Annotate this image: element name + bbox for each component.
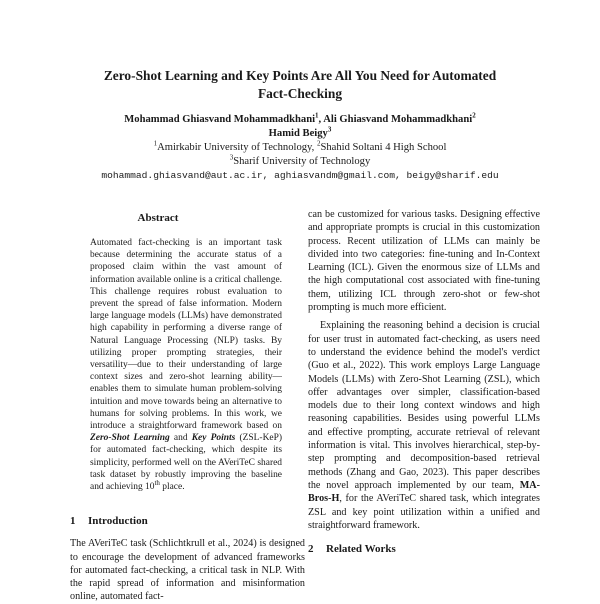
author-3-sup: 3: [327, 125, 332, 134]
abstract-text-a: Automated fact-checking is an important task because determining the accurate status of a proposed claim within the vast amount of information available online is a critical challenge. This challenge requires robust evaluation to prevent the spread of false information. Modern large language models (LLMs) have demonstrated high capability in performing a diverse range of Natural Language Processing (NLP) tasks. By utilizing proper prompting strategies, their versatility—due to their understanding of large context sizes and zero-shot learning ability—enables them to simulate human problem-solving intuition and move towards being an alternative to humans for solving problems. In this work, we introduce a straightforward framework based on: [90, 238, 282, 432]
paper-title-line-2: Fact-Checking: [257, 85, 343, 101]
author-names-line-2: [60, 127, 540, 141]
affiliations-line-1: [60, 141, 540, 155]
intro-number: 1: [70, 515, 76, 527]
right-p2-text-a: Explaining the reasoning behind a decision is crucial for user trust in automated fact-checking, as users need to understand the evidence behind the model's verdict (Guo et al., 2022). This work employs Large Language Models (LLMs) with Zero-Shot Learning (ZSL), which offer advantages over simpler, classification-based models due to their long context windows and high reasoning capabilities. Besides using powerful LLMs and effective prompting, accurate retrieval of relevant information is vital. This involves hierarchical, step-by-step prompting and decomposition-based retrieval methods (Zhang and Gao, 2023). This paper describes the novel approach implemented by our team,: [308, 320, 540, 491]
right-p2-text-b: , for the AVeriTeC shared task, which integrates ZSL and key point utilization within a unified and straightforward framework.: [308, 493, 540, 531]
affiliation-1: Amirkabir University of Technology,: [157, 142, 317, 153]
abstract-text-c: place.: [159, 482, 185, 493]
author-block: [60, 113, 540, 183]
paper-title-line-1: Zero-Shot Learning and Key Points Are All You Need for Automated: [103, 68, 497, 83]
abstract-zero-shot: Zero-Shot Learning: [90, 433, 170, 444]
author-1-sup: 1: [315, 111, 319, 120]
author-2: Ali Ghiasvand Mohammadkhani: [323, 114, 473, 125]
abstract-text-b: (ZSL-KeP) for automated fact-checking, which despite its simplicity, performed well on the AVeriTeC shared task dataset by robustly improving the baseline and achieving 10: [90, 433, 282, 493]
author-3: Hamid Beigy: [268, 128, 328, 139]
intro-section: [70, 515, 305, 604]
affiliations-line-2: [60, 155, 540, 169]
paper-title: [60, 67, 540, 102]
affiliation-1-sup: 1: [153, 139, 158, 148]
author-2-sup: 2: [472, 111, 476, 120]
abstract-place-sup: th: [154, 478, 160, 487]
related-works-heading: [308, 543, 540, 556]
affiliation-3-sup: 3: [229, 153, 234, 162]
author-emails: mohammad.ghiasvand@aut.ac.ir, aghiasvandm@gmail.com, beigy@sharif.edu: [101, 170, 499, 181]
right-paragraph-2: [308, 319, 540, 532]
intro-heading: [70, 515, 305, 528]
affiliation-3: Sharif University of Technology: [233, 156, 371, 167]
author-separator: ,: [318, 114, 324, 125]
intro-paragraph: The AVeriTeC task (Schlichtkrull et al., 2024) is designed to encourage the development of advanced frameworks for automated fact-checking, a critical task in NLP. With the rapid spread of information and misinformation online, automated fact-: [70, 538, 305, 603]
abstract-key-points: Key Points: [191, 433, 236, 444]
author-names-line-1: [60, 113, 540, 127]
intro-title: Introduction: [88, 515, 148, 527]
abstract-heading: Abstract: [137, 212, 179, 224]
affiliation-2: Shahid Soltani 4 High School: [320, 142, 447, 153]
team-name: MA-Bros-H: [308, 479, 540, 505]
abstract-body: [90, 237, 282, 493]
right-paragraph-1: can be customized for various tasks. Designing effective and appropriate prompts is crucial in this customization process. Recent utilization of LLMs can mainly be divided into two categories: fine-tuning and In-Context Learning (ICL). Given the enormous size of LLMs and the high computational cost associated with fine-tuning them, utilizing ICL through zero-shot or few-shot prompting is much more efficient.: [308, 209, 540, 314]
related-works-number: 2: [308, 543, 314, 556]
right-column: [308, 208, 540, 556]
related-works-title: Related Works: [326, 543, 396, 556]
author-1: Mohammad Ghiasvand Mohammadkhani: [124, 114, 316, 125]
affiliation-2-sup: 2: [316, 139, 321, 148]
abstract-and: and: [169, 433, 192, 444]
